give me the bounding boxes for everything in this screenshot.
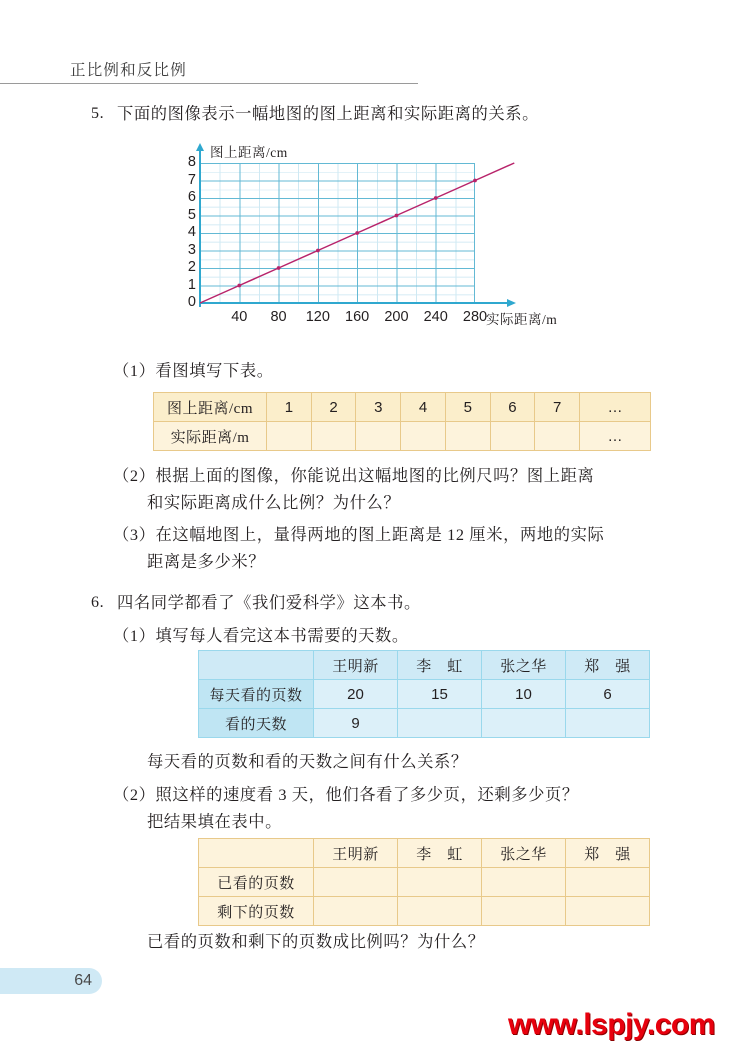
table-cell <box>566 868 650 897</box>
table-row-header: 图上距离/cm <box>154 393 267 422</box>
problem6-question-2: 已看的页数和剩下的页数成比例吗？为什么？ <box>147 932 485 951</box>
problem6-number: 6. <box>91 594 105 611</box>
table-cell: 1 <box>267 393 312 422</box>
chart-y-tick-label: 8 <box>187 154 196 170</box>
map-distance-table <box>153 392 651 451</box>
site-watermark: www.lspjy.com <box>508 1008 715 1041</box>
table-cell <box>267 422 312 451</box>
chart-x-tick-label: 80 <box>270 309 287 325</box>
table-column-header: 郑 强 <box>566 839 650 868</box>
chart-data-point <box>316 249 320 253</box>
table-cell: 6 <box>490 393 535 422</box>
table-cell <box>356 422 401 451</box>
table-cell <box>311 422 356 451</box>
chart-x-tick-label: 200 <box>384 309 409 325</box>
table-column-header: 李 虹 <box>398 839 482 868</box>
chart-x-axis-title: 实际距离/m <box>486 312 558 327</box>
chart-x-tick-label: 240 <box>423 309 448 325</box>
table-cell: 4 <box>401 393 446 422</box>
problem5-number: 5. <box>91 105 105 122</box>
table-corner-cell <box>199 651 314 680</box>
table-row-header: 剩下的页数 <box>199 897 314 926</box>
problem6-question-1: 每天看的页数和看的天数之间有什么关系？ <box>147 752 468 771</box>
chart-y-axis-title: 图上距离/cm <box>210 145 288 160</box>
page-number: 64 <box>74 972 92 989</box>
chart-y-tick-label: 0 <box>187 294 196 310</box>
chart-y-tick-label: 7 <box>187 171 196 188</box>
table-cell <box>398 709 482 738</box>
table-column-header: 王明新 <box>314 839 398 868</box>
table-cell <box>490 422 535 451</box>
problem6-sub2-line1: （2）照这样的速度看 3 天，他们各看了多少页，还剩多少页？ <box>113 785 579 804</box>
table-cell: 15 <box>398 680 482 709</box>
table-cell <box>398 868 482 897</box>
chart-x-tick-label: 120 <box>305 309 330 325</box>
table-cell <box>566 897 650 926</box>
chart-x-tick-label: 280 <box>462 309 488 325</box>
distance-relationship-chart <box>186 135 586 345</box>
table-column-header: 郑 强 <box>566 651 650 680</box>
table-cell <box>482 868 566 897</box>
table-row-header: 实际距离/m <box>154 422 267 451</box>
pages-read-remaining-table <box>198 838 650 926</box>
problem5-sub3-line2: 距离是多少米？ <box>147 552 266 571</box>
problem6-sub2-line2: 把结果填在表中。 <box>147 812 283 831</box>
table-row-header: 已看的页数 <box>199 868 314 897</box>
table-column-header: 王明新 <box>314 651 398 680</box>
chart-data-point <box>277 266 281 270</box>
problem5-sub2-line1: （2）根据上面的图像，你能说出这幅地图的比例尺吗？图上距离 <box>113 466 595 485</box>
table-row <box>199 709 650 738</box>
table-column-header: 张之华 <box>482 839 566 868</box>
chart-y-tick-label: 2 <box>187 259 196 275</box>
chart-series-layer <box>186 135 586 345</box>
table-cell <box>482 709 566 738</box>
table-cell <box>445 422 490 451</box>
chart-data-point <box>473 179 477 183</box>
table-cell: 20 <box>314 680 398 709</box>
table-cell <box>482 897 566 926</box>
chart-y-tick-label: 1 <box>187 276 196 293</box>
chart-x-tick-label: 160 <box>345 309 370 325</box>
table-column-header: 张之华 <box>482 651 566 680</box>
problem5-stem: 下面的图像表示一幅地图的图上距离和实际距离的关系。 <box>117 104 540 123</box>
chart-data-point <box>395 214 399 218</box>
chapter-title: 正比例和反比例 <box>70 62 187 79</box>
table-cell: 9 <box>314 709 398 738</box>
table-cell: 6 <box>566 680 650 709</box>
table-cell <box>314 897 398 926</box>
table-row-header: 看的天数 <box>199 709 314 738</box>
table-cell <box>314 868 398 897</box>
table-cell <box>535 422 580 451</box>
table-cell: 5 <box>445 393 490 422</box>
reading-speed-table <box>198 650 650 738</box>
chart-y-tick-label: 3 <box>187 241 196 258</box>
table-cell <box>398 897 482 926</box>
table-header-row <box>199 839 650 868</box>
table-cell: … <box>580 393 651 422</box>
chart-data-point <box>237 284 241 288</box>
chart-data-point <box>355 231 359 235</box>
table-header-row <box>199 651 650 680</box>
chart-x-tick-label: 40 <box>231 309 248 325</box>
table-row <box>154 393 651 422</box>
chart-y-tick-label: 6 <box>187 189 196 205</box>
problem5-sub1-text: （1）看图填写下表。 <box>113 361 274 380</box>
chart-data-point <box>434 196 438 200</box>
table-cell: 3 <box>356 393 401 422</box>
problem6-sub1-text: （1）填写每人看完这本书需要的天数。 <box>113 626 409 645</box>
table-row <box>199 897 650 926</box>
table-cell <box>566 709 650 738</box>
table-column-header: 李 虹 <box>398 651 482 680</box>
table-corner-cell <box>199 839 314 868</box>
table-row-header: 每天看的页数 <box>199 680 314 709</box>
table-cell: 10 <box>482 680 566 709</box>
header-divider-rule <box>0 83 418 84</box>
table-cell: … <box>580 422 651 451</box>
table-row <box>154 422 651 451</box>
chart-y-tick-label: 4 <box>187 224 196 240</box>
problem6-stem: 四名同学都看了《我们爱科学》这本书。 <box>117 593 421 612</box>
table-row <box>199 868 650 897</box>
table-row <box>199 680 650 709</box>
table-cell: 7 <box>535 393 580 422</box>
table-cell <box>401 422 446 451</box>
table-cell: 2 <box>311 393 356 422</box>
problem5-sub2-line2: 和实际距离成什么比例？为什么？ <box>147 493 401 512</box>
chart-y-tick-label: 5 <box>187 206 196 223</box>
problem5-sub3-line1: （3）在这幅地图上，量得两地的图上距离是 12 厘米，两地的实际 <box>113 525 605 544</box>
